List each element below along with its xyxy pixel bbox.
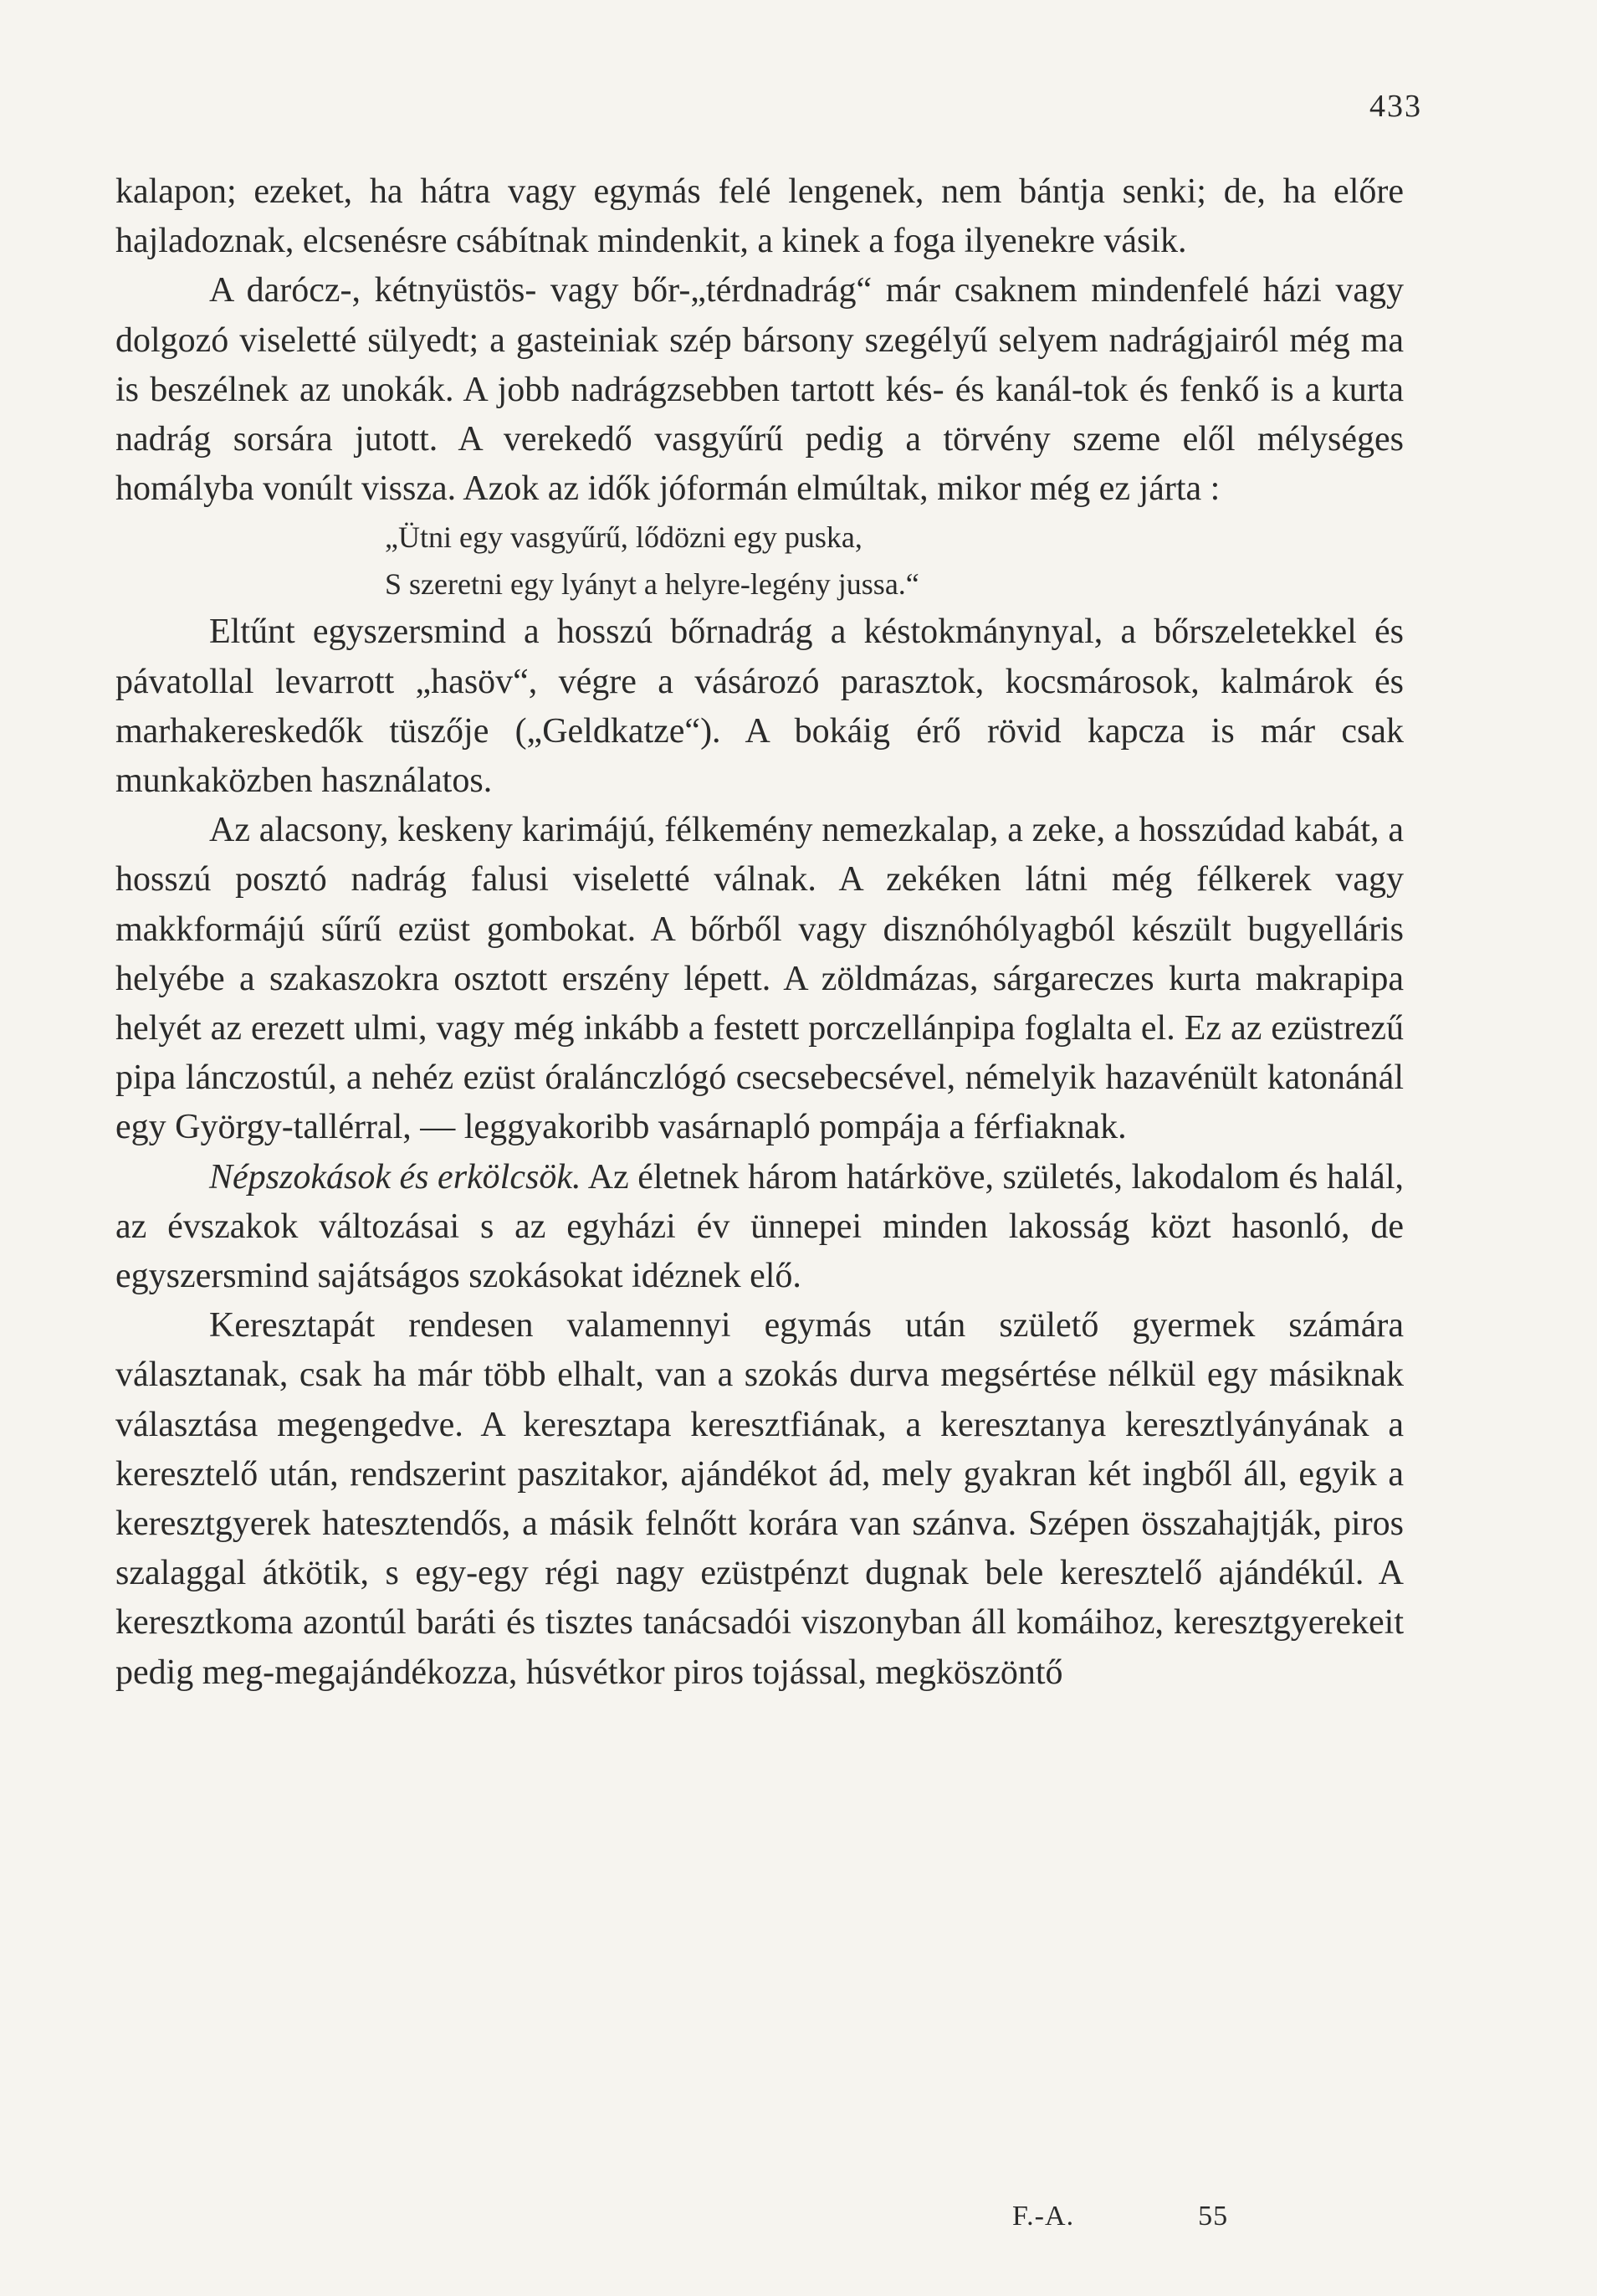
paragraph: A darócz-, kétnyüstös- vagy bőr-„térdnadrág“ már csaknem mindenfelé házi vagy dolgozó viseletté sülyedt; a gasteiniak szép bársony szegélyű selyem nadrágjairól még ma is beszélnek az unokák. A jobb nadrágzsebben tartott kés- és kanál-tok és fenkő is a kurta nadrág sorsára jutott. A verekedő vasgyűrű pedig a törvény szeme elől mélységes homályba vonúlt vissza. Azok az idők jóformán elmúltak, mikor még ez járta :	[115, 271, 1404, 509]
signature-number: 55	[1198, 2201, 1229, 2232]
paragraph: Eltűnt egyszersmind a hosszú bőrnadrág a késtokmánynyal, a bőrszeletekkel és pávatollal levarrott „hasöv“, végre a vásározó parasztok, kocsmárosok, kalmárok és marhakereskedők tüszője („Geldkatze“). A bokáig érő rövid kapcza is már csak munkaközben használatos.	[115, 612, 1404, 801]
page-number: 433	[1369, 89, 1422, 124]
verse-line: S szeretni egy lyányt a helyre-legény jussa.“	[385, 567, 919, 602]
body-text	[115, 167, 1404, 1698]
section-title: Népszokások és erkölcsök.	[209, 1157, 581, 1197]
section-paragraph	[115, 1153, 1404, 1302]
signature-mark: F.-A.	[1012, 2201, 1075, 2232]
verse-line: „Ütni egy vasgyűrű, lődözni egy puska,	[385, 520, 862, 555]
paragraph: Az alacsony, keskeny karimájú, félkemény nemezkalap, a zeke, a hosszúdad kabát, a hosszú posztó nadrág falusi viseletté válnak. A zekéken látni még félkerek vagy makkformájú sűrű ezüst gombokat. A bőrből vagy disznóhólyagból készült bugyelláris helyébe a szakaszokra osztott erszény lépett. A zöldmázas, sárgareczes kurta makrapipa helyét az erezett ulmi, vagy még inkább a festett porczellánpipa foglalta el. Ez az ezüstrezű pipa lánczostúl, a nehéz ezüst óralánczlógó csecsebecsével, némelyik hazavénült katonánál egy György-tallérral, — leggyakoribb vasárnapló pompája a férfiaknak.	[115, 811, 1404, 1147]
paragraph: Keresztapát rendesen valamennyi egymás után születő gyermek számára választanak, csak ha már több elhalt, van a szokás durva megsértése nélkül egy másiknak választása megengedve. A keresztapa keresztfiának, a keresztanya keresztlyányának a keresztelő után, rendszerint paszitakor, ajándékot ád, mely gyakran két ingből áll, egyik a keresztgyerek hatesztendős, a másik felnőtt korára van szánva. Szépen összahajtják, piros szalaggal átkötik, s egy-egy régi nagy ezüstpénzt dugnak bele keresztelő ajándékúl. A keresztkoma azontúl baráti és tisztes tanácsadói viszonyban áll komáihoz, keresztgyerekeit pedig meg-megajándékozza, húsvétkor piros tojással, megköszöntő	[115, 1306, 1404, 1692]
footer-signature	[1012, 2201, 1228, 2232]
section-text: Az életnek három határköve, születés, lakodalom és halál, az évszakok változásai s az egyházi év ünnepei minden lakosság közt hasonló, de egyszersmind sajátságos szokásokat idéznek elő.	[115, 1157, 1404, 1296]
paragraph: kalapon; ezeket, ha hátra vagy egymás felé lengenek, nem bántja senki; de, ha előre hajladoznak, elcsenésre csábítnak mindenkit, a kinek a foga ilyenekre vásik.	[115, 172, 1404, 261]
